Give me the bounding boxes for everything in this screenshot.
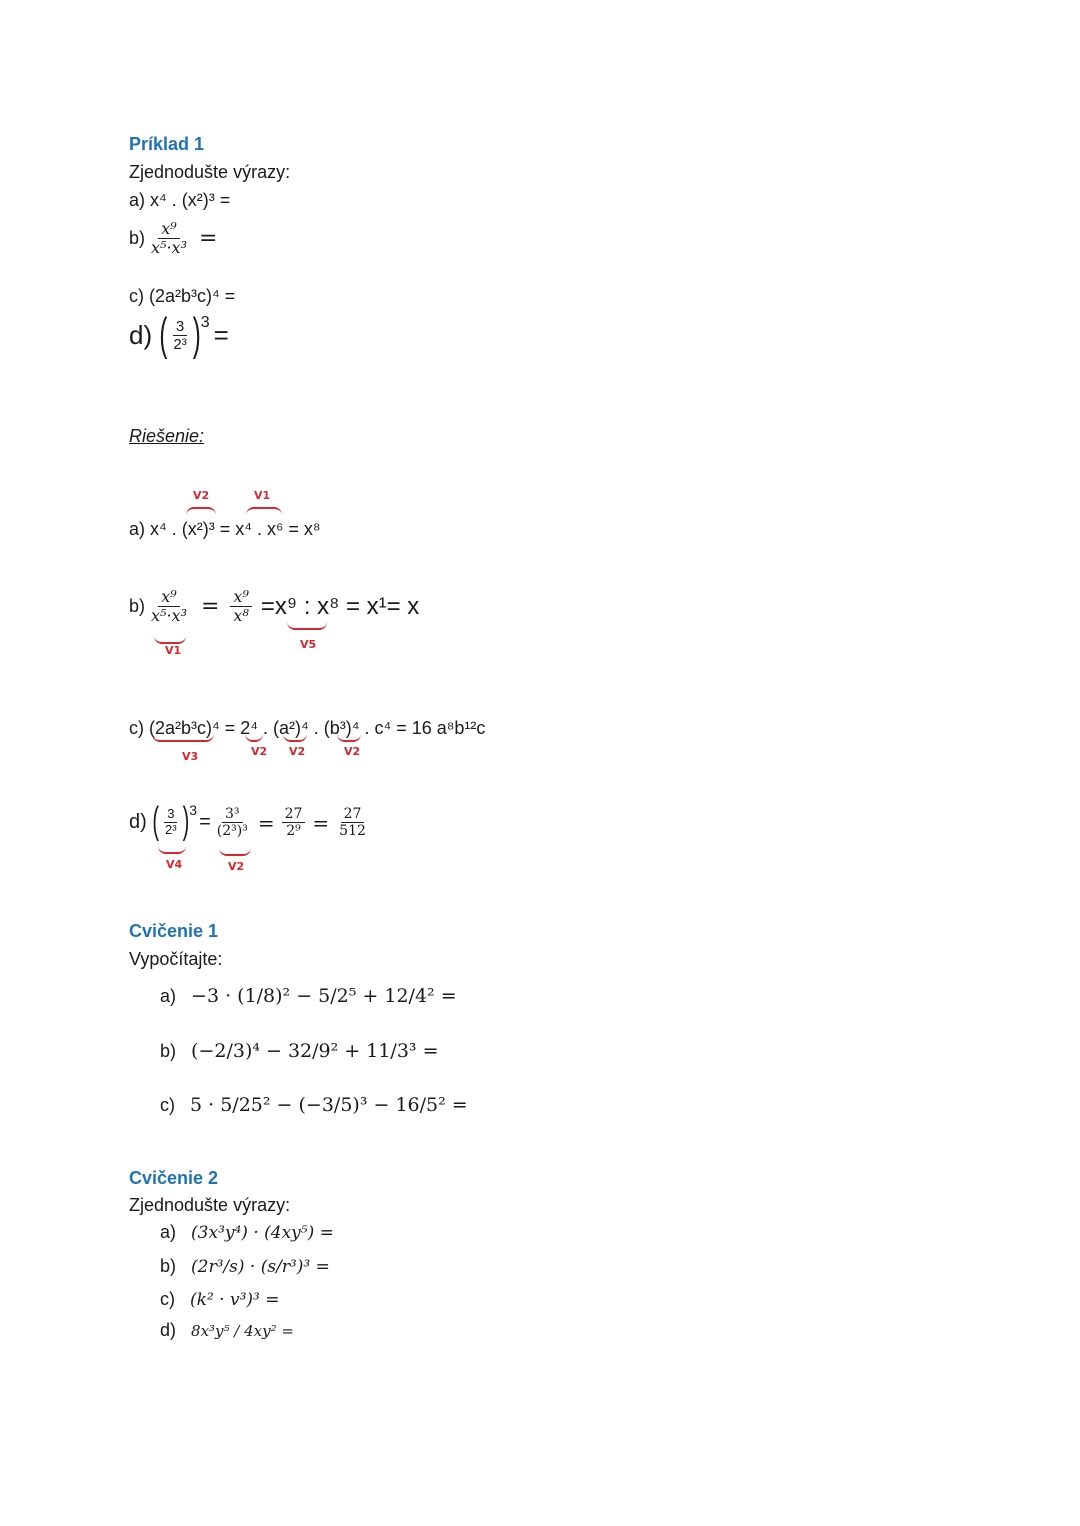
denominator: (2³)³ (216, 823, 248, 840)
denominator: x⁵·x³ (151, 606, 187, 626)
priklad-c (129, 286, 235, 307)
numerator: x⁹ (230, 588, 251, 607)
label: a) (160, 1222, 177, 1242)
brace-icon (245, 734, 263, 742)
equals: = (200, 594, 220, 620)
denominator: 2³ (165, 822, 177, 838)
fraction (230, 588, 251, 626)
label: d) (129, 320, 153, 351)
denominator: 2⁹ (286, 823, 301, 840)
priklad-a (129, 190, 230, 211)
expression: (k² · v³)³ = (190, 1289, 280, 1310)
fraction (162, 807, 180, 838)
denominator: x⁵·x³ (151, 238, 187, 258)
note-v2: V2 (193, 489, 210, 502)
equals: = (312, 810, 330, 835)
denominator: 512 (339, 823, 366, 840)
label: b) (160, 1040, 177, 1061)
expression: x⁴ . (x²)³ = (150, 190, 231, 210)
brace-icon (287, 622, 327, 630)
brace-icon (152, 734, 214, 742)
cvicenie2-item (160, 1320, 294, 1341)
label: b) (129, 228, 146, 249)
brace-icon (219, 848, 251, 856)
cvicenie2-instruction: Zjednodušte výrazy: (129, 1195, 291, 1215)
label: d) (160, 1320, 177, 1340)
brace-icon (283, 734, 307, 742)
label: a) (129, 190, 146, 210)
note-v5: V5 (300, 638, 317, 651)
label: c) (160, 1094, 175, 1115)
left-paren: ( (152, 800, 160, 843)
equals: = (198, 226, 218, 252)
cvicenie2-item (160, 1256, 330, 1277)
label: a) (160, 985, 177, 1006)
expression: 5 · 5/25² − (−3/5)³ − 16/5² = (190, 1094, 468, 1116)
note-v1: V1 (165, 644, 182, 657)
riesenie-d (129, 800, 372, 843)
cvicenie2-item (160, 1289, 280, 1310)
numerator: 3 (164, 807, 177, 823)
cvicenie1-instruction: Vypočítajte: (129, 949, 223, 969)
expression: (−2/3)⁴ − 32/9² + 11/3³ = (191, 1040, 439, 1062)
numerator: 27 (282, 806, 306, 823)
cvicenie1-item (160, 985, 457, 1007)
denominator: x⁸ (233, 606, 249, 626)
note-v2: V2 (289, 745, 306, 758)
brace-icon (158, 846, 186, 854)
label: c) (129, 286, 144, 306)
priklad-title: Príklad 1 (129, 134, 205, 154)
numerator: x⁹ (158, 220, 179, 239)
label: a) (129, 519, 146, 539)
cvicenie1-item (160, 1040, 439, 1062)
brace-icon (337, 734, 361, 742)
note-v3: V3 (182, 750, 199, 763)
left-paren: ( (159, 309, 168, 361)
expression: =x⁹ : x⁸ = x¹= x (260, 592, 420, 620)
label: c) (160, 1289, 175, 1309)
numerator: 3 (173, 318, 187, 336)
right-paren: ) (182, 800, 190, 843)
label: d) (129, 811, 147, 834)
fraction (148, 588, 190, 626)
brace-icon (154, 636, 186, 644)
note-v4: V4 (166, 858, 183, 871)
note-v1: V1 (254, 489, 271, 502)
priklad-d (129, 309, 229, 361)
riesenie-a (129, 519, 321, 540)
fraction (282, 806, 306, 839)
numerator: 3³ (222, 806, 243, 823)
label: b) (129, 596, 146, 617)
numerator: x⁹ (158, 588, 179, 607)
right-paren: ) (192, 309, 201, 361)
priklad-instruction: Zjednodušte výrazy: (129, 162, 291, 182)
exponent: 3 (200, 314, 210, 331)
expression: −3 · (1/8)² − 5/2⁵ + 12/4² = (191, 985, 457, 1007)
label: b) (160, 1256, 177, 1276)
expression: 8x³y⁵ / 4xy² = (191, 1321, 294, 1340)
cvicenie2-item (160, 1222, 334, 1243)
expression: (2a²b³c)⁴ = (149, 286, 236, 306)
note-v2: V2 (251, 745, 268, 758)
fraction (214, 806, 251, 839)
priklad-b (129, 220, 217, 258)
brace-icon (246, 507, 282, 515)
denominator: 2³ (173, 336, 187, 354)
expression: x⁴ . (x²)³ = x⁴ . x⁶ = x⁸ (150, 519, 321, 539)
note-v2: V2 (228, 860, 245, 873)
expression: (3x³y⁴) · (4xy⁵) = (191, 1222, 334, 1243)
exponent: 3 (189, 802, 198, 818)
cvicenie2-title: Cvičenie 2 (129, 1168, 219, 1188)
numerator: 27 (341, 806, 365, 823)
fraction (170, 318, 189, 354)
equals: = (199, 811, 211, 834)
expression: (2a²b³c)⁴ = 2⁴ . (a²)⁴ . (b³)⁴ . c⁴ = 16 a⁸b¹²c (149, 718, 486, 738)
equals: = (257, 810, 275, 835)
fraction (336, 806, 369, 839)
equals: = (213, 320, 229, 351)
cvicenie1-title: Cvičenie 1 (129, 921, 219, 941)
riesenie-title: Riešenie: (129, 426, 205, 446)
fraction (148, 220, 190, 258)
expression: (2r³/s) · (s/r³)³ = (191, 1256, 330, 1277)
brace-icon (186, 507, 216, 515)
note-v2: V2 (344, 745, 361, 758)
riesenie-b (129, 588, 419, 626)
label: c) (129, 718, 144, 738)
cvicenie1-item (160, 1094, 468, 1116)
